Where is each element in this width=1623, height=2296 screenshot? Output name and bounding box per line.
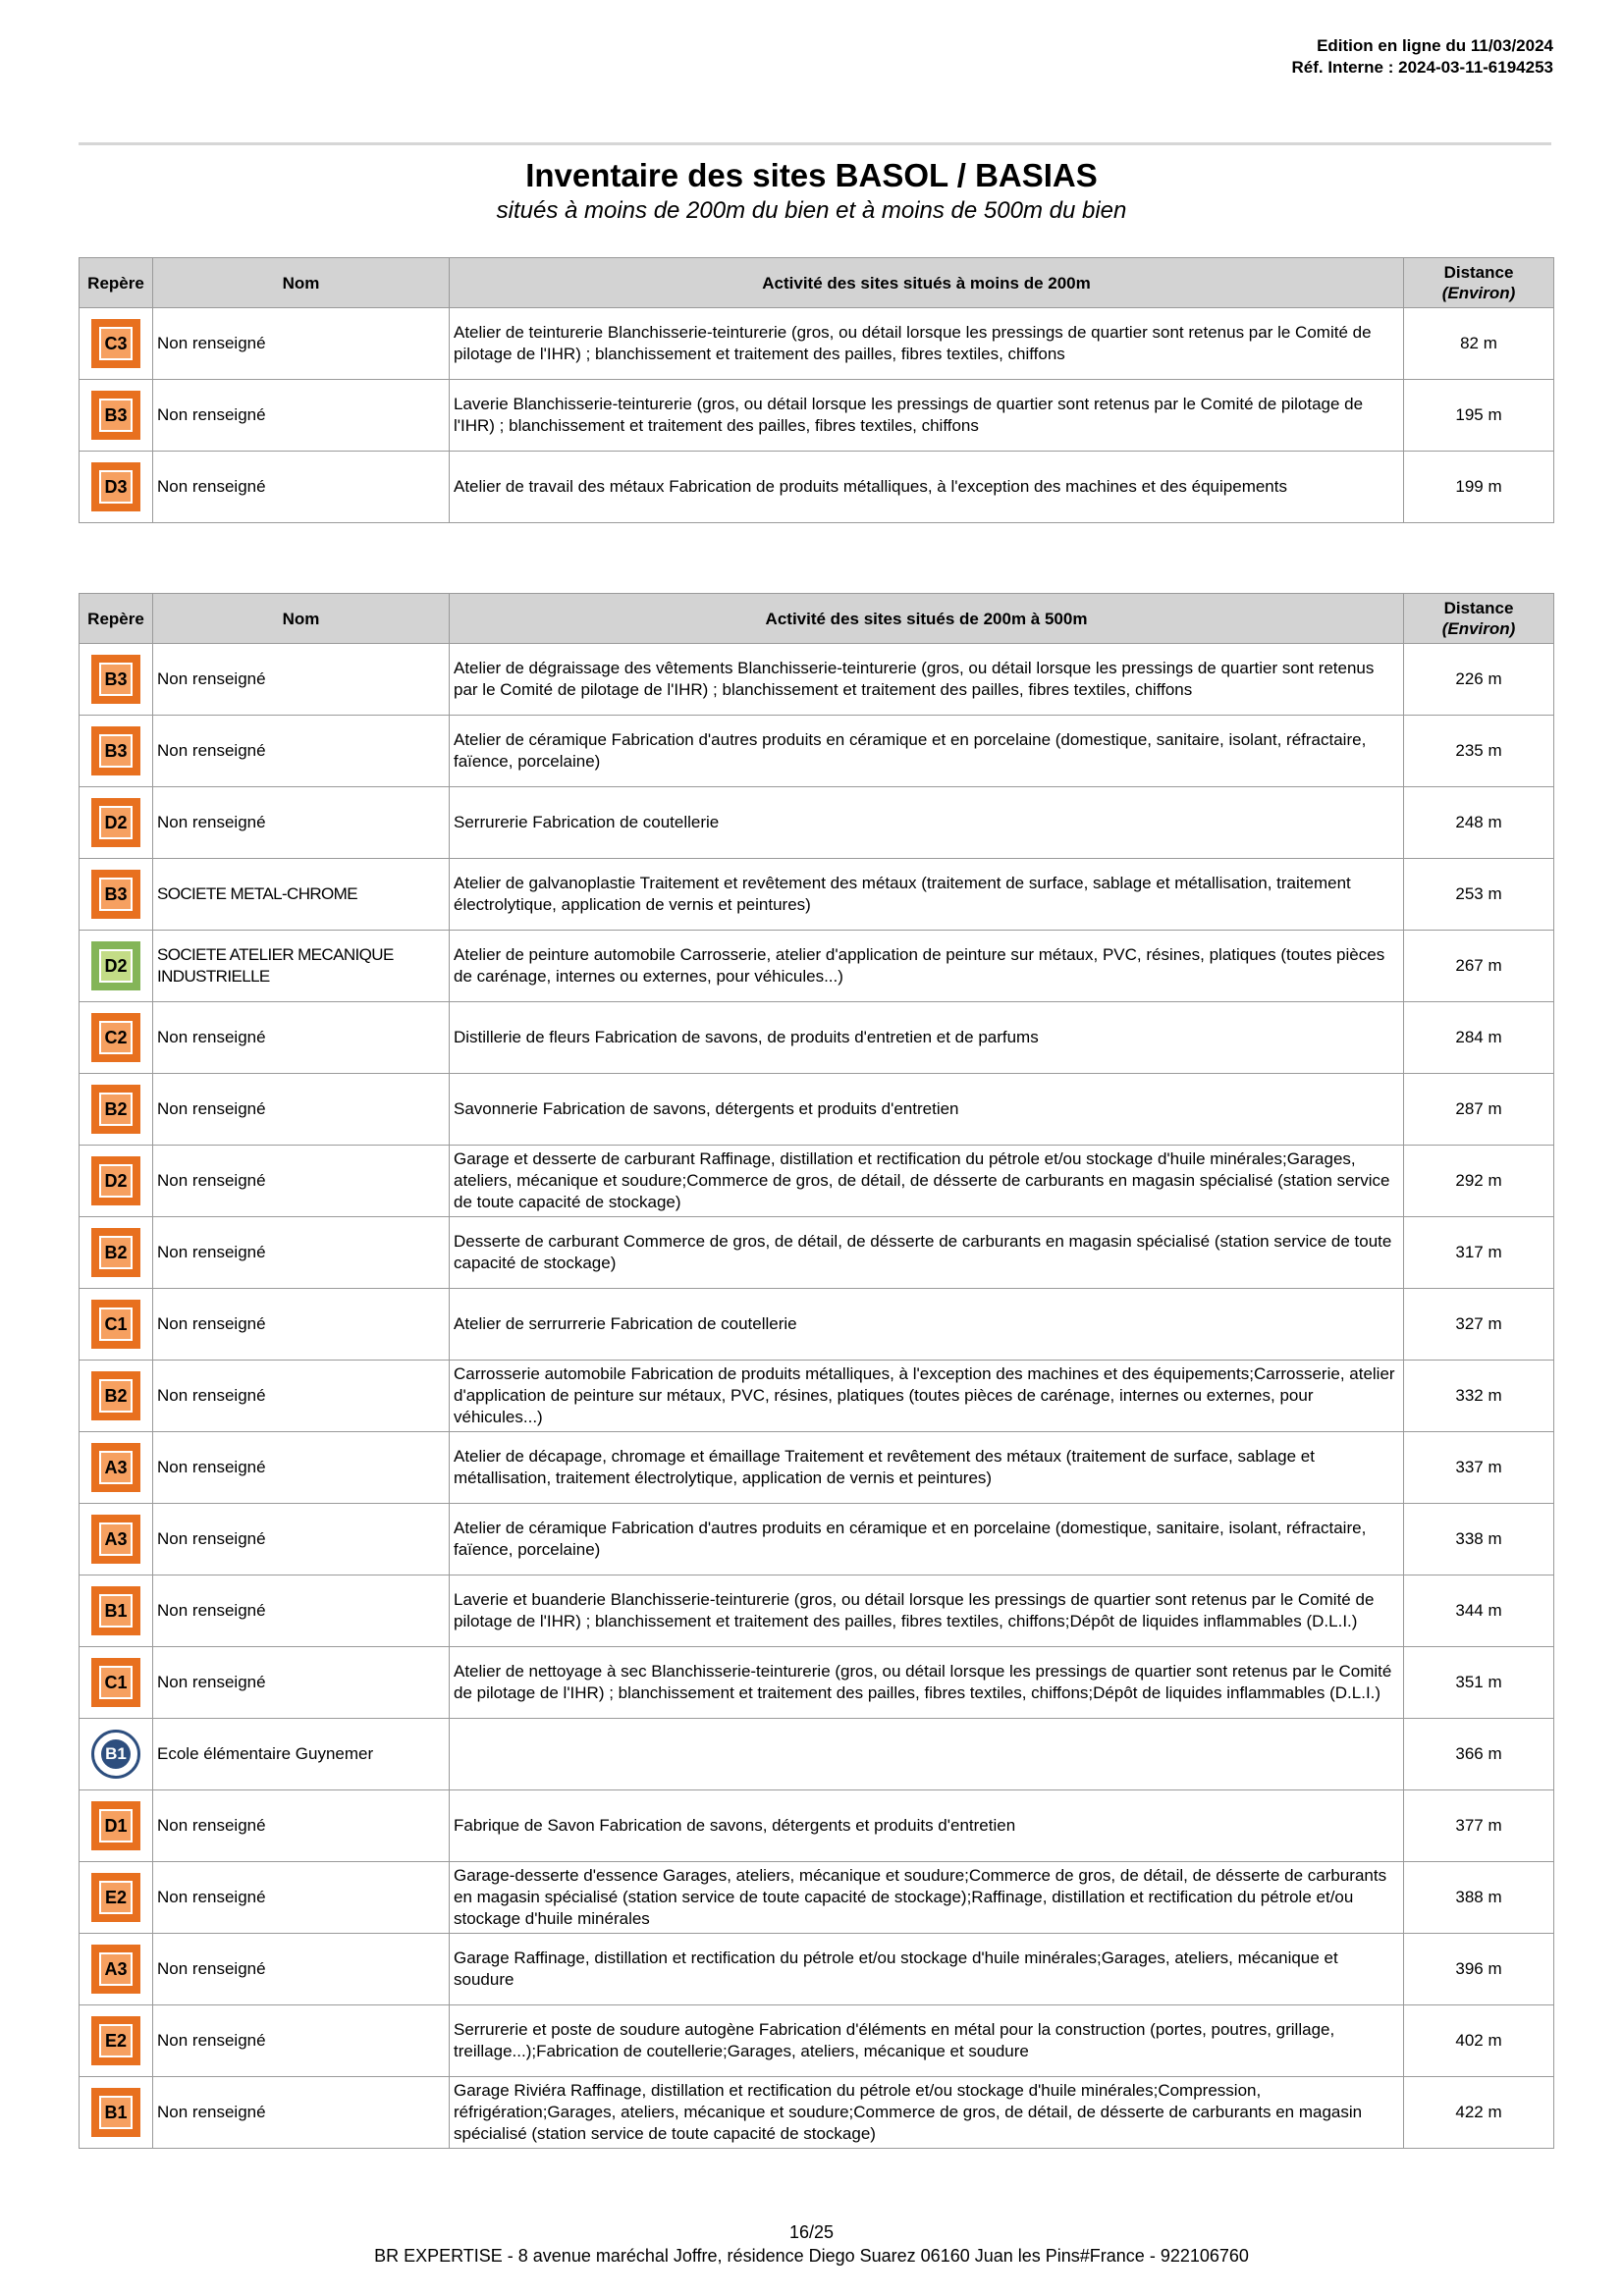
cell-activite: Atelier de travail des métaux Fabrication de produits métalliques, à l'exception des machines et des équipements: [450, 452, 1404, 523]
cell-repere: [80, 716, 153, 787]
table-row: [80, 1074, 1554, 1146]
col-header-repere: Repère: [80, 258, 153, 308]
marker-label: A3: [99, 1522, 133, 1556]
cell-repere: [80, 644, 153, 716]
table-row: [80, 2005, 1554, 2077]
distance-sublabel: (Environ): [1441, 284, 1516, 302]
cell-distance: 396 m: [1404, 1934, 1554, 2005]
cell-activite: Serrurerie Fabrication de coutellerie: [450, 787, 1404, 859]
cell-distance: 248 m: [1404, 787, 1554, 859]
cell-nom: Non renseigné: [153, 1647, 450, 1719]
site-marker-square-icon: [91, 1443, 140, 1492]
table-row: [80, 1002, 1554, 1074]
page-subtitle: situés à moins de 200m du bien et à moins de 500m du bien: [496, 197, 1127, 224]
marker-label: D1: [99, 1809, 133, 1842]
cell-distance: 377 m: [1404, 1790, 1554, 1862]
table-row: [80, 1934, 1554, 2005]
cell-distance: 327 m: [1404, 1289, 1554, 1361]
site-marker-square-icon: [91, 1300, 140, 1349]
sites-table-under-200m: [79, 257, 1554, 523]
marker-label: B1: [99, 1737, 133, 1771]
cell-activite: Atelier de nettoyage à sec Blanchisserie-teinturerie (gros, ou détail lorsque les pressings de quartier sont retenus par le Comité de pilotage de l'IHR) ; blanchissement et traitement des pailles, fibres textiles, chiffons;Dépôt de liquides inflammables (D.L.I.): [450, 1647, 1404, 1719]
cell-distance: 226 m: [1404, 644, 1554, 716]
cell-distance: 422 m: [1404, 2077, 1554, 2149]
cell-distance: 82 m: [1404, 308, 1554, 380]
marker-label: B3: [99, 663, 133, 696]
table-row: [80, 1647, 1554, 1719]
distance-label: Distance: [1443, 599, 1514, 617]
marker-label: B1: [99, 1594, 133, 1628]
cell-repere: [80, 2077, 153, 2149]
cell-nom: Non renseigné: [153, 1790, 450, 1862]
marker-label: A3: [99, 1451, 133, 1484]
internal-reference: Réf. Interne : 2024-03-11-6194253: [1291, 58, 1553, 77]
cell-nom: Non renseigné: [153, 644, 450, 716]
cell-nom: Non renseigné: [153, 716, 450, 787]
site-marker-square-icon: [91, 2016, 140, 2065]
cell-distance: 235 m: [1404, 716, 1554, 787]
table-row: [80, 452, 1554, 523]
cell-repere: [80, 1002, 153, 1074]
cell-nom: Non renseigné: [153, 2077, 450, 2149]
cell-nom: Non renseigné: [153, 1934, 450, 2005]
col-header-activite: Activité des sites situés à moins de 200m: [450, 258, 1404, 308]
table-row: [80, 1432, 1554, 1504]
cell-activite: Garage et desserte de carburant Raffinage, distillation et rectification du pétrole et/ou stockage d'huile minérales;Garages, ateliers, mécanique et soudure;Commerce de gros, de détail, de désserte de carburants en magasin spécialisé (station service de toute capacité de stockage): [450, 1146, 1404, 1217]
cell-nom: Non renseigné: [153, 380, 450, 452]
site-marker-square-icon: [91, 870, 140, 919]
cell-distance: 337 m: [1404, 1432, 1554, 1504]
cell-nom: Non renseigné: [153, 1575, 450, 1647]
table-row: [80, 859, 1554, 931]
table-row: [80, 1504, 1554, 1575]
marker-label: B3: [99, 399, 133, 432]
cell-distance: 199 m: [1404, 452, 1554, 523]
cell-activite: Atelier de serrurrerie Fabrication de coutellerie: [450, 1289, 1404, 1361]
col-header-repere: Repère: [80, 594, 153, 644]
site-marker-square-icon: [91, 391, 140, 440]
cell-distance: 253 m: [1404, 859, 1554, 931]
table-row: [80, 1146, 1554, 1217]
cell-repere: [80, 1790, 153, 1862]
cell-distance: 267 m: [1404, 931, 1554, 1002]
marker-label: D3: [99, 470, 133, 504]
site-marker-square-icon: [91, 1156, 140, 1205]
cell-nom: Non renseigné: [153, 1432, 450, 1504]
col-header-nom: Nom: [153, 258, 450, 308]
col-header-nom: Nom: [153, 594, 450, 644]
cell-nom: Non renseigné: [153, 452, 450, 523]
site-marker-square-icon: [91, 726, 140, 775]
header-divider: [79, 142, 1551, 145]
cell-nom: Non renseigné: [153, 1217, 450, 1289]
cell-repere: [80, 380, 153, 452]
site-marker-square-icon: [91, 1658, 140, 1707]
table-row: [80, 1575, 1554, 1647]
site-marker-circle-icon: [91, 1730, 140, 1779]
cell-distance: 351 m: [1404, 1647, 1554, 1719]
marker-label: D2: [99, 949, 133, 983]
marker-label: C2: [99, 1021, 133, 1054]
marker-label: A3: [99, 1952, 133, 1986]
cell-activite: Garage Riviéra Raffinage, distillation et rectification du pétrole et/ou stockage d'huile minérales;Compression, réfrigération;Garages, ateliers, mécanique et soudure;Commerce de gros, de détail, de désserte de carburants en magasin spécialisé (station service de toute capacité de stockage): [450, 2077, 1404, 2149]
cell-activite: Carrosserie automobile Fabrication de produits métalliques, à l'exception des machines et des équipements;Carrosserie, atelier d'application de peinture sur métaux, PVC, résines, platiques (toutes pièces de carénage, internes ou externes, pour véhicules...): [450, 1361, 1404, 1432]
cell-repere: [80, 1647, 153, 1719]
table-row: [80, 380, 1554, 452]
cell-activite: Laverie Blanchisserie-teinturerie (gros, ou détail lorsque les pressings de quartier sont retenus par le Comité de pilotage de l'IHR) ; blanchissement et traitement des pailles, fibres textiles, chiffons: [450, 380, 1404, 452]
cell-nom: Non renseigné: [153, 1862, 450, 1934]
cell-distance: 388 m: [1404, 1862, 1554, 1934]
cell-distance: 284 m: [1404, 1002, 1554, 1074]
document-header: [1292, 35, 1554, 79]
cell-repere: [80, 1217, 153, 1289]
cell-activite: Savonnerie Fabrication de savons, détergents et produits d'entretien: [450, 1074, 1404, 1146]
cell-activite: Distillerie de fleurs Fabrication de savons, de produits d'entretien et de parfums: [450, 1002, 1404, 1074]
marker-label: B3: [99, 734, 133, 768]
cell-nom: Non renseigné: [153, 2005, 450, 2077]
marker-label: B1: [99, 2096, 133, 2129]
cell-nom: Non renseigné: [153, 1289, 450, 1361]
cell-repere: [80, 1074, 153, 1146]
table-row: [80, 1719, 1554, 1790]
cell-nom: SOCIETE METAL-CHROME: [153, 859, 450, 931]
marker-label: B3: [99, 878, 133, 911]
site-marker-square-icon: [91, 1228, 140, 1277]
cell-distance: 195 m: [1404, 380, 1554, 452]
site-marker-square-icon: [91, 1586, 140, 1635]
cell-activite: Atelier de décapage, chromage et émaillage Traitement et revêtement des métaux (traitement de surface, sablage et métallisation, traitement électrolytique, application de vernis et peintures): [450, 1432, 1404, 1504]
cell-nom: Non renseigné: [153, 1504, 450, 1575]
site-marker-square-icon: [91, 2088, 140, 2137]
cell-activite: Serrurerie et poste de soudure autogène Fabrication d'éléments en métal pour la construction (portes, poutres, grillage, treillage...);Fabrication de coutellerie;Garages, ateliers, mécanique et soudure: [450, 2005, 1404, 2077]
table-row: [80, 716, 1554, 787]
cell-repere: [80, 1504, 153, 1575]
cell-activite: Atelier de céramique Fabrication d'autres produits en céramique et en porcelaine (domestique, sanitaire, isolant, réfractaire, faïence, porcelaine): [450, 716, 1404, 787]
distance-label: Distance: [1443, 263, 1514, 282]
cell-repere: [80, 452, 153, 523]
cell-activite: Garage-desserte d'essence Garages, ateliers, mécanique et soudure;Commerce de gros, de détail, de désserte de carburants en magasin spécialisé (station service de toute capacité de stockage);Raffinage, distillation et rectification du pétrole et/ou stockage d'huile minérales: [450, 1862, 1404, 1934]
site-marker-square-icon: [91, 319, 140, 368]
site-marker-square-icon: [91, 655, 140, 704]
cell-activite: Laverie et buanderie Blanchisserie-teinturerie (gros, ou détail lorsque les pressings de quartier sont retenus par le Comité de pilotage de l'IHR) ; blanchissement et traitement des pailles, fibres textiles, chiffons;Dépôt de liquides inflammables (D.L.I.): [450, 1575, 1404, 1647]
cell-nom: SOCIETE ATELIER MECANIQUE INDUSTRIELLE: [153, 931, 450, 1002]
page-number: 16/25: [788, 2222, 835, 2242]
cell-activite: Fabrique de Savon Fabrication de savons, détergents et produits d'entretien: [450, 1790, 1404, 1862]
cell-activite: Atelier de peinture automobile Carrosserie, atelier d'application de peinture sur métaux, PVC, résines, platiques (toutes pièces de carénage, internes ou externes, pour véhicules...): [450, 931, 1404, 1002]
cell-nom: Non renseigné: [153, 1361, 450, 1432]
cell-activite: Garage Raffinage, distillation et rectification du pétrole et/ou stockage d'huile minérales;Garages, ateliers, mécanique et soudure: [450, 1934, 1404, 2005]
cell-distance: 287 m: [1404, 1074, 1554, 1146]
marker-label: D2: [99, 806, 133, 839]
cell-distance: 332 m: [1404, 1361, 1554, 1432]
table-row: [80, 1862, 1554, 1934]
cell-activite: Atelier de galvanoplastie Traitement et revêtement des métaux (traitement de surface, sablage et métallisation, traitement électrolytique, application de vernis et peintures): [450, 859, 1404, 931]
cell-repere: [80, 859, 153, 931]
marker-label: E2: [99, 2024, 133, 2057]
col-header-distance: [1404, 258, 1554, 308]
cell-nom: Non renseigné: [153, 1074, 450, 1146]
cell-nom: Non renseigné: [153, 1002, 450, 1074]
cell-activite: Desserte de carburant Commerce de gros, de détail, de désserte de carburants en magasin spécialisé (station service de toute capacité de stockage): [450, 1217, 1404, 1289]
cell-activite: [450, 1719, 1404, 1790]
cell-distance: 317 m: [1404, 1217, 1554, 1289]
cell-distance: 402 m: [1404, 2005, 1554, 2077]
table-row: [80, 1790, 1554, 1862]
table-row: [80, 2077, 1554, 2149]
site-marker-square-icon: [91, 1873, 140, 1922]
table-row: [80, 1289, 1554, 1361]
site-marker-square-icon: [91, 1945, 140, 1994]
cell-repere: [80, 1719, 153, 1790]
edition-date: Edition en ligne du 11/03/2024: [1317, 36, 1553, 55]
table-row: [80, 1217, 1554, 1289]
cell-activite: Atelier de dégraissage des vêtements Blanchisserie-teinturerie (gros, ou détail lorsque les pressings de quartier sont retenus par le Comité de pilotage de l'IHR) ; blanchissement et traitement des pailles, fibres textiles, chiffons: [450, 644, 1404, 716]
cell-repere: [80, 1361, 153, 1432]
table-row: [80, 644, 1554, 716]
cell-repere: [80, 308, 153, 380]
cell-repere: [80, 2005, 153, 2077]
cell-activite: Atelier de teinturerie Blanchisserie-teinturerie (gros, ou détail lorsque les pressings de quartier sont retenus par le Comité de pilotage de l'IHR) ; blanchissement et traitement des pailles, fibres textiles, chiffons: [450, 308, 1404, 380]
distance-sublabel: (Environ): [1441, 619, 1516, 638]
marker-label: B2: [99, 1236, 133, 1269]
cell-repere: [80, 1432, 153, 1504]
page-title: Inventaire des sites BASOL / BASIAS: [525, 157, 1098, 193]
cell-repere: [80, 1146, 153, 1217]
table-header-row: [80, 594, 1554, 644]
marker-label: C1: [99, 1666, 133, 1699]
cell-repere: [80, 787, 153, 859]
site-marker-square-icon: [91, 1013, 140, 1062]
marker-label: C1: [99, 1308, 133, 1341]
cell-distance: 338 m: [1404, 1504, 1554, 1575]
cell-nom: Non renseigné: [153, 787, 450, 859]
cell-repere: [80, 1934, 153, 2005]
sites-table-200m-500m: [79, 593, 1554, 2149]
marker-label: E2: [99, 1881, 133, 1914]
site-marker-square-icon: [91, 1515, 140, 1564]
site-marker-square-icon: [91, 941, 140, 990]
cell-activite: Atelier de céramique Fabrication d'autres produits en céramique et en porcelaine (domestique, sanitaire, isolant, réfractaire, faïence, porcelaine): [450, 1504, 1404, 1575]
cell-repere: [80, 1575, 153, 1647]
cell-repere: [80, 1862, 153, 1934]
footer-company: BR EXPERTISE - 8 avenue maréchal Joffre, résidence Diego Suarez 06160 Juan les Pins#France - 922106760: [374, 2246, 1249, 2266]
cell-repere: [80, 931, 153, 1002]
cell-distance: 292 m: [1404, 1146, 1554, 1217]
col-header-activite: Activité des sites situés de 200m à 500m: [450, 594, 1404, 644]
table-header-row: [80, 258, 1554, 308]
site-marker-square-icon: [91, 462, 140, 511]
site-marker-square-icon: [91, 1801, 140, 1850]
table-row: [80, 931, 1554, 1002]
table-row: [80, 308, 1554, 380]
site-marker-square-icon: [91, 1371, 140, 1420]
cell-nom: Non renseigné: [153, 1146, 450, 1217]
table-row: [80, 1361, 1554, 1432]
marker-label: B2: [99, 1093, 133, 1126]
table-row: [80, 787, 1554, 859]
cell-nom: Non renseigné: [153, 308, 450, 380]
col-header-distance: [1404, 594, 1554, 644]
cell-repere: [80, 1289, 153, 1361]
marker-label: B2: [99, 1379, 133, 1413]
cell-nom: Ecole élémentaire Guynemer: [153, 1719, 450, 1790]
site-marker-square-icon: [91, 798, 140, 847]
cell-distance: 344 m: [1404, 1575, 1554, 1647]
marker-label: D2: [99, 1164, 133, 1198]
cell-distance: 366 m: [1404, 1719, 1554, 1790]
site-marker-square-icon: [91, 1085, 140, 1134]
marker-label: C3: [99, 327, 133, 360]
